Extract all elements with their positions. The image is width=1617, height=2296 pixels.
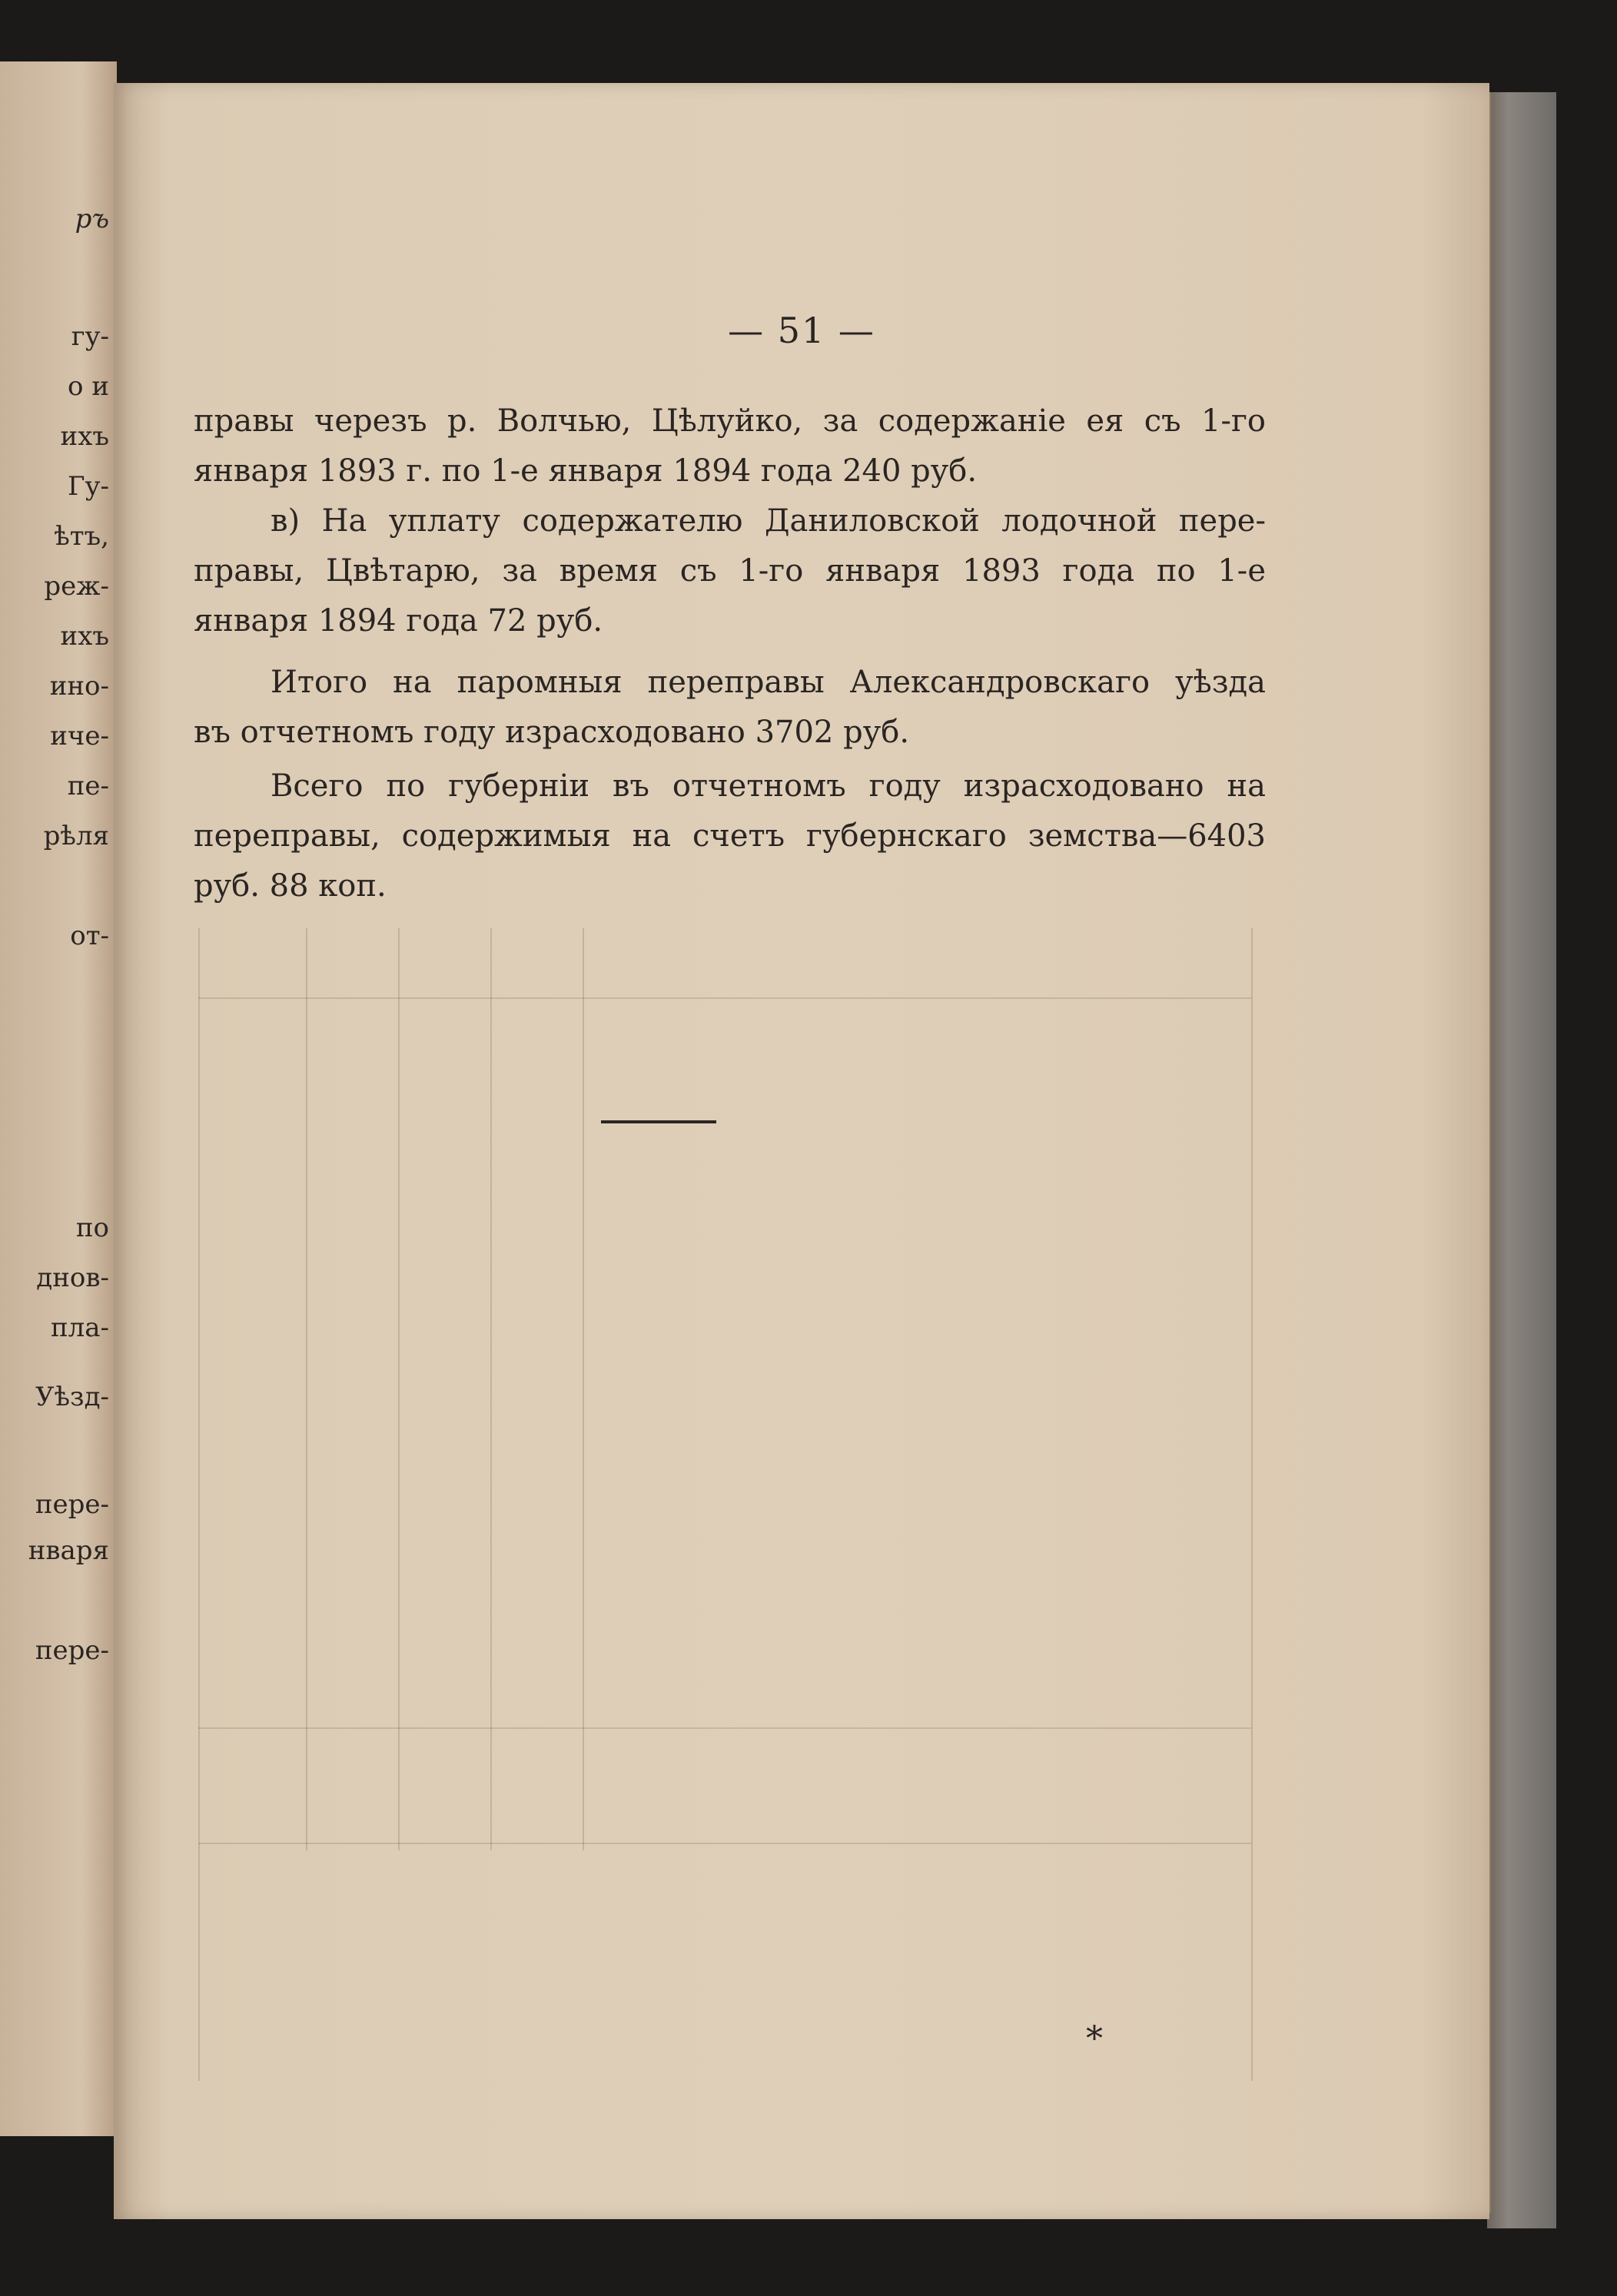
bleed-through-line [398,928,400,1850]
left-page-fragment: ихъ [60,621,109,652]
bleed-through-line [198,928,200,2081]
text-line: правы черезъ р. Волчью, Цѣлуйко, за содержаніе ея съ 1-го [194,403,1266,439]
left-page-fragment: иче- [50,721,109,752]
left-page-fragment: гу- [71,321,109,352]
book-page [114,83,1489,2219]
text-line: Итого на паромныя переправы Александровскаго уѣзда [271,665,1266,700]
signature-mark: * [1086,2019,1103,2059]
section-rule [601,1120,716,1123]
bleed-through-line [198,1727,1251,1729]
left-page-fragment: днов- [36,1262,109,1293]
left-page-fragment: по [75,1213,109,1243]
bleed-through-line [198,1843,1251,1844]
text-line: Всего по губерніи въ отчетномъ году израсходовано на [271,768,1266,804]
left-page-fragment: пе- [67,771,109,801]
text-line: въ отчетномъ году израсходовано 3702 руб. [194,715,910,750]
left-page-fragment: рѣля [43,821,109,851]
book-cover-edge [1487,92,1556,2228]
left-page-fragment: ѣтъ, [54,521,109,552]
left-page-fragment: нваря [28,1535,109,1566]
bleed-through-line [198,997,1251,999]
text-line: января 1893 г. по 1-е января 1894 года 240 руб. [194,453,978,489]
text-line: руб. 88 коп. [194,868,387,904]
text-line: правы, Цвѣтарю, за время съ 1-го января 1893 года по 1-е [194,553,1266,589]
page-number: — 51 — [728,310,875,351]
text-line: в) На уплату содержателю Даниловской лодочной пере- [271,503,1266,539]
text-line: января 1894 года 72 руб. [194,603,603,639]
left-page [0,61,117,2136]
left-page-fragment: пере- [35,1635,109,1666]
left-page-fragment: Уѣзд- [35,1382,109,1412]
left-page-fragment: о и [68,371,109,402]
bleed-through-line [490,928,492,1850]
text-line: переправы, содержимыя на счетъ губернскаго земства—6403 [194,818,1266,854]
left-page-fragment: ихъ [60,421,109,452]
bleed-through-line [583,928,584,1850]
bleed-through-line [1251,928,1253,2081]
left-page-fragment: реж- [44,571,109,602]
left-page-fragment: ино- [49,671,109,702]
bleed-through-line [306,928,307,1850]
left-page-fragment: ръ [75,204,109,234]
left-page-fragment: Гу- [67,471,109,502]
left-page-fragment: пла- [50,1312,109,1343]
left-page-fragment: пере- [35,1489,109,1520]
left-page-fragment: от- [70,921,109,951]
